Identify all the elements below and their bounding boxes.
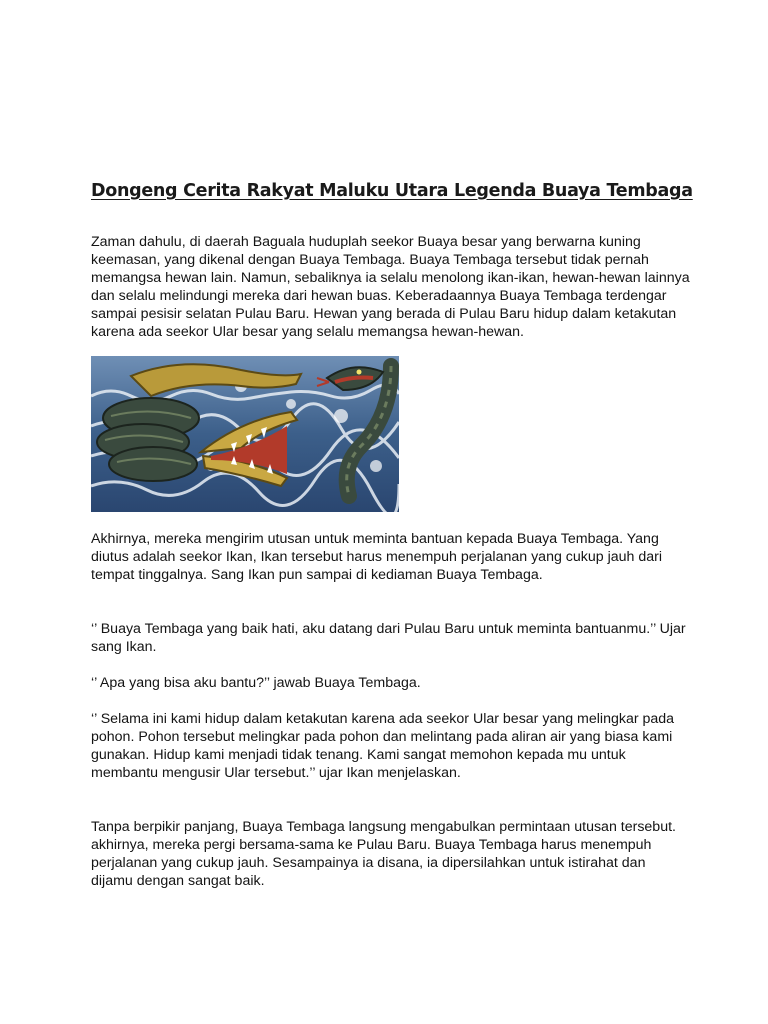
document-title: Dongeng Cerita Rakyat Maluku Utara Legenda Buaya Tembaga bbox=[91, 181, 693, 201]
paragraph: ‘’ Apa yang bisa aku bantu?’’ jawab Buaya Tembaga. bbox=[91, 675, 421, 691]
paragraph: Zaman dahulu, di daerah Baguala huduplah seekor Buaya besar yang berwarna kuning keemasan, yang dikenal dengan Buaya Tembaga. Buaya Tembaga tersebut tidak pernah memangsa hewan lain. Namun, sebaliknya ia selalu menolong ikan-ikan, hewan-hewan lainnya dan selalu melindungi mereka dari hewan buas. Keberadaannya Buaya Tembaga terdengar sampai pesisir selatan Pulau Baru. Hewan yang berada di Pulau Baru hidup dalam ketakutan karena ada seekor Ular besar yang selalu memangsa hewan-hewan. bbox=[91, 234, 690, 340]
paragraph: Akhirnya, mereka mengirim utusan untuk meminta bantuan kepada Buaya Tembaga. Yang diutus adalah seekor Ikan, Ikan tersebut harus menempuh perjalanan yang cukup jauh dari tempat tinggalnya. Sang Ikan pun sampai di kediaman Buaya Tembaga. bbox=[91, 531, 663, 583]
paragraph: ‘’ Selama ini kami hidup dalam ketakutan karena ada seekor Ular besar yang melingkar pada pohon. Pohon tersebut melingkar pada pohon dan melintang pada aliran air yang biasa kami gunakan. Hidup kami menjadi tidak tenang. Kami sangat memohon kepada mu untuk membantu mengusir Ular tersebut.’’ ujar Ikan menjelaskan. bbox=[91, 711, 675, 781]
crocodile-serpent-illustration bbox=[91, 356, 399, 512]
paragraph: Tanpa berpikir panjang, Buaya Tembaga langsung mengabulkan permintaan utusan tersebut. akhirnya, mereka pergi bersama-sama ke Pulau Baru. Buaya Tembaga harus menempuh perjalanan yang cukup jauh. Sesampainya ia disana, ia dipersilahkan untuk istirahat dan dijamu dengan sangat baik. bbox=[91, 819, 676, 889]
paragraph: ‘’ Buaya Tembaga yang baik hati, aku datang dari Pulau Baru untuk meminta bantuanmu.’’ Ujar sang Ikan. bbox=[91, 621, 686, 655]
story-illustration bbox=[91, 356, 399, 512]
